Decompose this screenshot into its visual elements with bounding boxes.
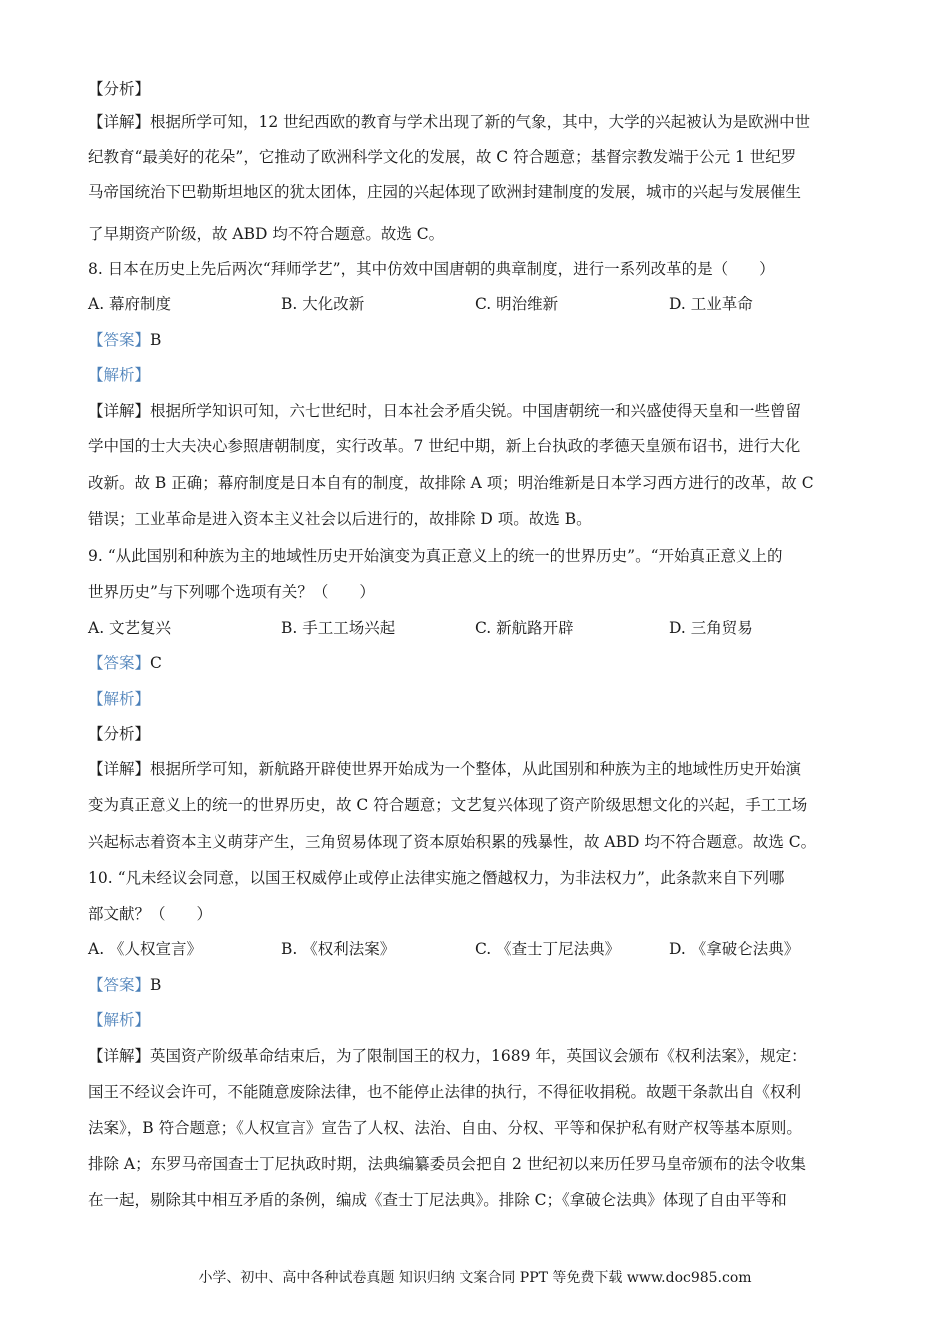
section-tag: 【详解】 [88, 402, 151, 420]
line-text: 9. “从此国别和种族为主的地域性历史开始演变为真正意义上的统一的世界历史”。“开始真正意义上的 [88, 547, 783, 565]
line-text: 根据所学可知，12 世纪西欧的教育与学术出现了新的气象，其中，大学的兴起被认为是欧洲中世 [150, 113, 811, 131]
text-line-d10a [88, 1045, 878, 1067]
text-line-f9 [88, 723, 878, 745]
text-line-q8 [88, 258, 878, 280]
line-text: C [150, 654, 162, 672]
section-tag: 【答案】 [88, 976, 151, 994]
text-line-l4 [88, 181, 878, 203]
text-line-d8a [88, 400, 878, 422]
q10-option-A: A. 《人权宣言》 [88, 940, 203, 958]
text-line-q9a [88, 545, 878, 567]
section-tag: 【详解】 [88, 1047, 151, 1065]
line-text: 变为真正意义上的统一的世界历史，故 C 符合题意；文艺复兴体现了资产阶级思想文化的兴起，手工工场 [88, 796, 808, 814]
text-line-q9b [88, 581, 878, 603]
section-tag: 【解析】 [88, 1011, 151, 1029]
line-text: 英国资产阶级革命结束后，为了限制国王的权力，1689 年，英国议会颁布《权利法案》，规定： [150, 1047, 807, 1065]
text-line-d8b [88, 435, 878, 457]
text-line-d10c [88, 1117, 878, 1139]
text-line-d10b [88, 1081, 878, 1103]
section-tag: 【分析】 [88, 80, 151, 98]
line-text: 10. “凡未经议会同意，以国王权威停止或停止法律实施之僭越权力，为非法权力”，此条款来自下列哪 [88, 869, 785, 887]
section-tag: 【解析】 [88, 690, 151, 708]
line-text: 兴起标志着资本主义萌芽产生，三角贸易体现了资本原始积累的残暴性，故 ABD 均不符合题意。故选 C。 [88, 833, 817, 851]
text-line-q10b [88, 903, 878, 925]
q8-option-C: C. 明治维新 [475, 295, 559, 313]
section-tag: 【详解】 [88, 760, 151, 778]
line-text: 错误；工业革命是进入资本主义社会以后进行的，故排除 D 项。故选 B。 [88, 510, 592, 528]
q10-option-B: B. 《权利法案》 [281, 940, 396, 958]
line-text: 世界历史”与下列哪个选项有关？（ ） [88, 583, 375, 601]
q9-option-C: C. 新航路开辟 [475, 619, 574, 637]
line-text: 根据所学知识可知，六七世纪时，日本社会矛盾尖锐。中国唐朝统一和兴盛使得天皇和一些曾留 [150, 402, 802, 420]
section-tag: 【分析】 [88, 725, 151, 743]
text-line-j8 [88, 364, 878, 386]
q8-option-A: A. 幕府制度 [88, 295, 172, 313]
line-text: 国王不经议会许可，不能随意废除法律，也不能停止法律的执行，不得征收捐税。故题干条款出自《权利 [88, 1083, 802, 1101]
line-text: 在一起，剔除其中相互矛盾的条例，编成《查士丁尼法典》。排除 C；《拿破仑法典》体现了自由平等和 [88, 1191, 787, 1209]
q8-option-B: B. 大化改新 [281, 295, 365, 313]
line-text: B [150, 331, 162, 349]
page-footer: 小学、初中、高中各种试卷真题 知识归纳 文案合同 PPT 等免费下载 www.doc985.com [198, 1270, 752, 1286]
text-line-d8c [88, 472, 878, 494]
text-line-q10a [88, 867, 878, 889]
line-text: 部文献？（ ） [88, 905, 213, 923]
text-line-j10 [88, 1009, 878, 1031]
line-text: 了早期资产阶级，故 ABD 均不符合题意。故选 C。 [88, 225, 445, 243]
text-line-l3 [88, 146, 878, 168]
section-tag: 【答案】 [88, 331, 151, 349]
line-text: 法案》，B 符合题意；《人权宣言》宣告了人权、法治、自由、分权、平等和保护私有财产权等基本原则。 [88, 1119, 802, 1137]
text-line-l2 [88, 111, 878, 133]
text-line-a9 [88, 652, 878, 674]
text-line-d8d [88, 508, 878, 530]
line-text: 马帝国统治下巴勒斯坦地区的犹太团体，庄园的兴起体现了欧洲封建制度的发展，城市的兴起与发展催生 [88, 183, 802, 201]
line-text: B [150, 976, 162, 994]
line-text: 改新。故 B 正确；幕府制度是日本自有的制度，故排除 A 项；明治维新是日本学习西方进行的改革，故 C [88, 474, 814, 492]
text-line-l5 [88, 223, 878, 245]
q9-option-A: A. 文艺复兴 [88, 619, 172, 637]
section-tag: 【答案】 [88, 654, 151, 672]
line-text: 纪教育“最美好的花朵”，它推动了欧洲科学文化的发展，故 C 符合题意；基督宗教发端于公元 1 世纪罗 [88, 148, 797, 166]
q9-option-D: D. 三角贸易 [669, 619, 753, 637]
text-line-a8 [88, 329, 878, 351]
line-text: 学中国的士大夫决心参照唐朝制度，实行改革。7 世纪中期，新上台执政的孝德天皇颁布诏书，进行大化 [88, 437, 801, 455]
line-text: 8. 日本在历史上先后两次“拜师学艺”，其中仿效中国唐朝的典章制度，进行一系列改革的是（ ） [88, 260, 775, 278]
text-line-l1 [88, 78, 878, 100]
text-line-d9a [88, 758, 878, 780]
section-tag: 【详解】 [88, 113, 151, 131]
text-line-a10 [88, 974, 878, 996]
section-tag: 【解析】 [88, 366, 151, 384]
q10-option-C: C. 《查士丁尼法典》 [475, 940, 621, 958]
text-line-j9 [88, 688, 878, 710]
q10-option-D: D. 《拿破仑法典》 [669, 940, 800, 958]
q8-option-D: D. 工业革命 [669, 295, 753, 313]
text-line-d9b [88, 794, 878, 816]
line-text: 根据所学可知，新航路开辟使世界开始成为一个整体，从此国别和种族为主的地域性历史开始演 [150, 760, 802, 778]
line-text: 排除 A；东罗马帝国查士丁尼执政时期，法典编纂委员会把自 2 世纪初以来历任罗马皇帝颁布的法令收集 [88, 1155, 806, 1173]
text-line-d9c [88, 831, 878, 853]
text-line-d10e [88, 1189, 878, 1211]
q9-option-B: B. 手工工场兴起 [281, 619, 396, 637]
text-line-d10d [88, 1153, 878, 1175]
